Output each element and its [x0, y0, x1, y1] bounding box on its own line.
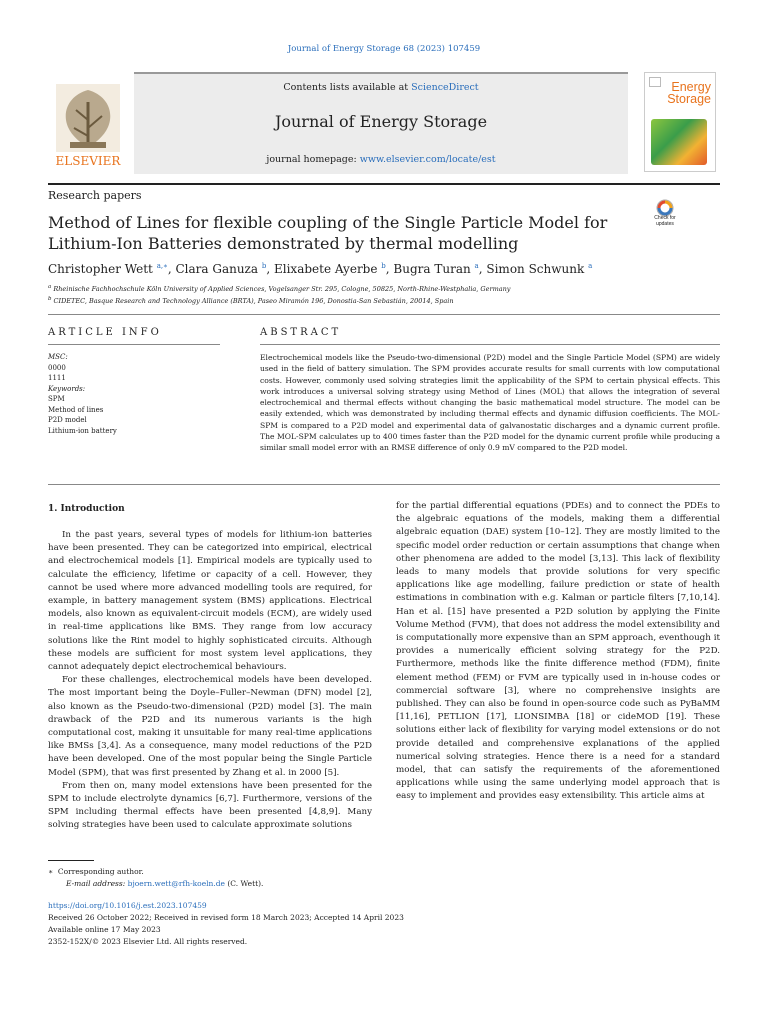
elsevier-logo[interactable]: [48, 80, 128, 170]
received-dates: Received 26 October 2022; Received in revised form 18 March 2023; Accepted 14 April 2023: [48, 913, 404, 922]
affiliation: $^b$ CIDETEC, Basque Research and Technology Alliance (BRTA), Paseo Miramón 196, Donostia-San Sebastián, 20014, Spain: [48, 296, 454, 306]
footnote-rule: [48, 860, 94, 861]
body-paragraph: for the partial differential equations (PDEs) and to connect the PDEs to the algebraic equations of the models, making them a differential algebraic equation (DAE) system [10–12]. They are mostly limited to the specific model order reduction or certain assumptions that change when other phenomena are added to the model [3,13]. This lack of flexibility leads to many models that provide solutions for very specific applications like age modelling, failure prediction or state of health estimations in combination with e.g. Kalman or particle filters [7,10,14]. Han et al. [15] have presented a P2D solution by applying the Finite Volume Method (FVM), that does not address the model extensibility and is computationally more expensive than an SPM approach, eventhough it provides a numerically efficient solving strategy for the P2D. Furthermore, methods like the finite difference method (FDM), finite element method (FEM) or FVM are typically used in in-house codes or commercial software [3], where no comprehensive insights are published. They can also be found in open-source code such as PyBaMM [11,16], PETLION [17], LIONSIMBA [18] or cideMOD [19]. These solutions either lack of flexibility for varying model extensions or do not provide detailed and comprehensive explanations of the applied numerical solving strategies. Hence there is a need for a standard model, that can satisfy the requirements of the aforementioned applications while using the same underlying model approach that is easy to implement and provides easy extensibility. This article aims at: [396, 501, 720, 802]
affiliation: $^a$ Rheinische Fachhochschule Köln University of Applied Sciences, Vogelsanger Str. 295, Cologne, 50825, North-Rhine-Westphalia, Germany: [48, 284, 511, 294]
body-paragraph: In the past years, several types of models for lithium-ion batteries have been presented. They can be categorized into empirical, electrical and electrochemical models [1]. Empirical models are typically used to calculate the efficiency, lifetime or capacity of a cell. However, they cannot be used where more advanced modelling tools are required, for example, in battery management system (BMS) applications. Electrical models, also known as equivalent-circuit models (ECM), are widely used in real-time applications like BMS. They range from low accuracy solutions like the Rint model to highly sophisticated circuits. Although these models are sufficient for most system level applications, they cannot adequately depict electrochemical behaviours.: [48, 530, 372, 673]
cover-artwork: [651, 119, 707, 165]
publisher-wordmark: ELSEVIER: [55, 154, 121, 168]
homepage-line: journal homepage: www.elsevier.com/locate/est: [266, 154, 496, 165]
author[interactable]: Christopher Wett $^{a,∗}$: [48, 262, 168, 276]
copyright: 2352-152X/© 2023 Elsevier Ltd. All rights reserved.: [48, 937, 248, 946]
body-column-left: [48, 529, 372, 833]
keyword: SPM: [48, 395, 65, 403]
author-list: Christopher Wett $^{a,∗}$, Clara Ganuza $^b$, Elixabete Ayerbe $^b$, Bugra Turan $^a$, Simon Schwunk $^a$: [48, 262, 593, 276]
author[interactable]: Clara Ganuza $^b$: [175, 262, 267, 276]
msc-label: MSC:: [48, 353, 68, 361]
sciencedirect-link[interactable]: ScienceDirect: [411, 82, 479, 93]
keyword: Lithium-ion battery: [48, 426, 117, 435]
body-column-right: [396, 500, 720, 804]
divider: [48, 344, 220, 345]
msc-code: 1111: [48, 374, 66, 382]
abstract-heading: ABSTRACT: [260, 327, 342, 338]
online-date: Available online 17 May 2023: [48, 925, 161, 934]
msc-code: 0000: [48, 363, 66, 372]
divider: [48, 484, 720, 485]
journal-header-band: [134, 72, 628, 174]
publication-info: [48, 900, 404, 948]
contents-line: Contents lists available at ScienceDirect: [283, 82, 479, 93]
section-type: Research papers: [48, 189, 142, 202]
author-email-link[interactable]: bjoern.wett@rfh-koeln.de: [127, 879, 225, 888]
paper-title: Method of Lines for flexible coupling of the Single Particle Model for Lithium-Ion Batteries demonstrated by thermal modelling: [48, 213, 608, 253]
divider: [260, 344, 720, 345]
affiliations: [48, 282, 510, 306]
keywords-label: Keywords:: [48, 384, 86, 393]
author[interactable]: Simon Schwunk $^a$: [486, 262, 593, 276]
check-updates-label: Check for updates: [654, 215, 676, 227]
check-for-updates-badge[interactable]: [648, 197, 682, 231]
doi-link[interactable]: https://doi.org/10.1016/j.est.2023.107459: [48, 901, 207, 910]
author[interactable]: Elixabete Ayerbe $^b$: [274, 262, 386, 276]
divider: [48, 314, 720, 315]
article-info-heading: ARTICLE INFO: [48, 327, 162, 338]
cover-title-line1: Energy: [671, 80, 711, 94]
journal-reference-link[interactable]: Journal of Energy Storage 68 (2023) 107459: [287, 44, 481, 54]
journal-masthead: [48, 70, 720, 176]
keyword: P2D model: [48, 416, 87, 424]
abstract-text: Electrochemical models like the Pseudo-two-dimensional (P2D) model and the Single Particle Model (SPM) are widely used in the field of battery simulation. The SPM provides accurate results for small currents with low computational costs. However, commonly used solving strategies limit the applicability of the SPM to certain physical effects. This work introduces a universal solving strategy using Method of Lines (MOL) that allows the integration of several electrochemical and thermal effects without changing the basic mathematical model structure. The model can be easily extended, which was demonstrated by including thermal effects and dynamic diffusion coefficients. The MOL-SPM is compared to a P2D model and experimental data of galvanostatic discharges and a dynamic current profile. The MOL-SPM calculates up to 400 times faster than the P2D model for the dynamic current profile while producing a similar small model error with an RMSE difference of only 0.9 mV compared to the P2D model.: [260, 353, 720, 453]
corresponding-author-footnote: ∗ Corresponding author. E-mail address: bjoern.wett@rfh-koeln.de (C. Wett).: [48, 867, 264, 888]
header-rule: [48, 183, 720, 185]
journal-title: Journal of Energy Storage: [274, 112, 488, 131]
journal-cover-thumbnail[interactable]: [644, 72, 716, 172]
body-paragraph: From then on, many model extensions have been presented for the SPM to include electrolyte dynamics [6,7]. Furthermore, versions of the SPM including thermal effects have been presented [4,8,9]. Many solving strategies have been used to calculate approximate solutions: [48, 780, 372, 831]
body-paragraph: For these challenges, electrochemical models have been developed. The most important being the Doyle–Fuller–Newman (DFN) model [2], also known as the Pseudo-two-dimensional (P2D) model [3]. The main drawback of the P2D and its numerous variants is the high computational cost, making it unsuitable for many real-time applications like BMSs [3,4]. As a consequence, many model reductions of the P2D have been developed. One of the most popular being the Single Particle Model (SPM), that was first presented by Zhang et al. in 2000 [5].: [48, 675, 372, 778]
keyword: Method of lines: [48, 405, 104, 414]
author[interactable]: Bugra Turan $^a$: [393, 262, 479, 276]
article-info-panel: [48, 352, 117, 436]
cover-title-line2: Storage: [667, 92, 711, 106]
journal-homepage-link[interactable]: www.elsevier.com/locate/est: [359, 154, 496, 165]
section-heading-introduction: 1. Introduction: [48, 504, 125, 514]
